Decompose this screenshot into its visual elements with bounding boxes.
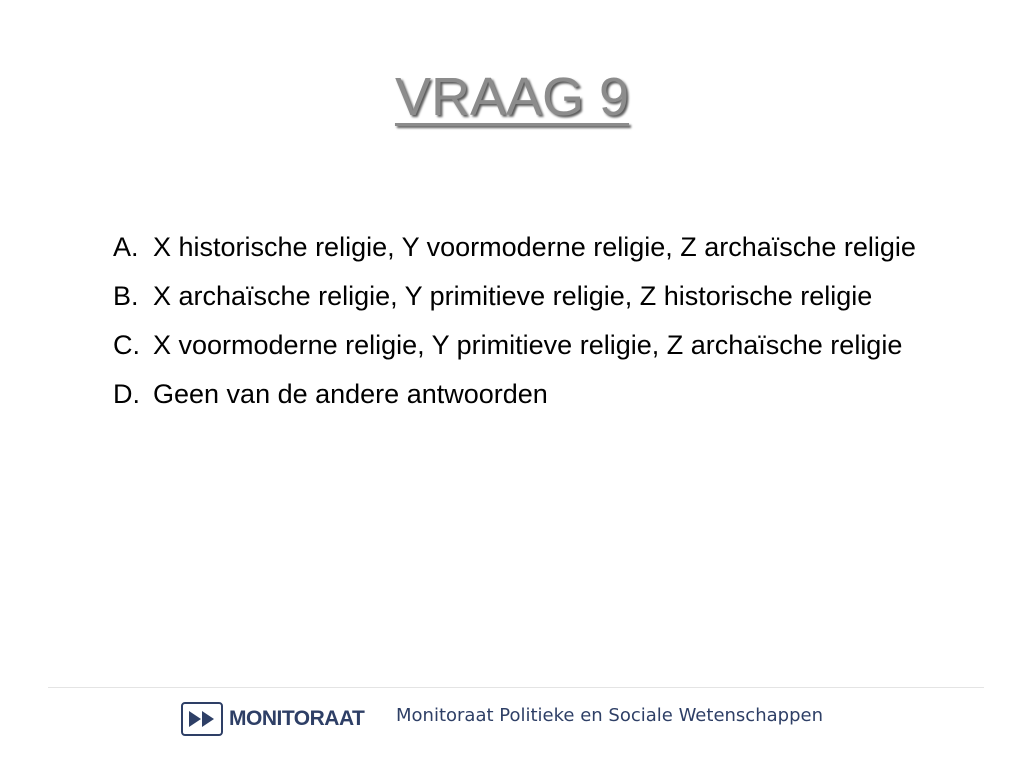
option-letter: D. (113, 379, 140, 409)
answer-option-a (113, 227, 973, 268)
option-text: X archaïsche religie, Y primitieve religie, Z historische religie (153, 281, 873, 311)
double-play-arrow-icon (181, 702, 223, 736)
answer-option-d (113, 374, 973, 415)
footer-text: Monitoraat Politieke en Sociale Wetenschappen (396, 705, 823, 726)
option-letter: A. (113, 232, 139, 262)
logo-text: MONITORAAT (229, 707, 365, 730)
footer-divider (48, 687, 984, 688)
monitoraat-logo (181, 700, 364, 738)
option-letter: B. (113, 281, 139, 311)
answer-option-c (113, 325, 973, 366)
answer-option-b (113, 276, 973, 317)
option-letter: C. (113, 330, 140, 360)
option-text: X historische religie, Y voormoderne religie, Z archaïsche religie (153, 232, 916, 262)
slide-title: VRAAG 9 (394, 67, 630, 127)
option-text: Geen van de andere antwoorden (153, 379, 548, 409)
answer-options-list (113, 227, 973, 423)
option-text: X voormoderne religie, Y primitieve religie, Z archaïsche religie (153, 330, 903, 360)
